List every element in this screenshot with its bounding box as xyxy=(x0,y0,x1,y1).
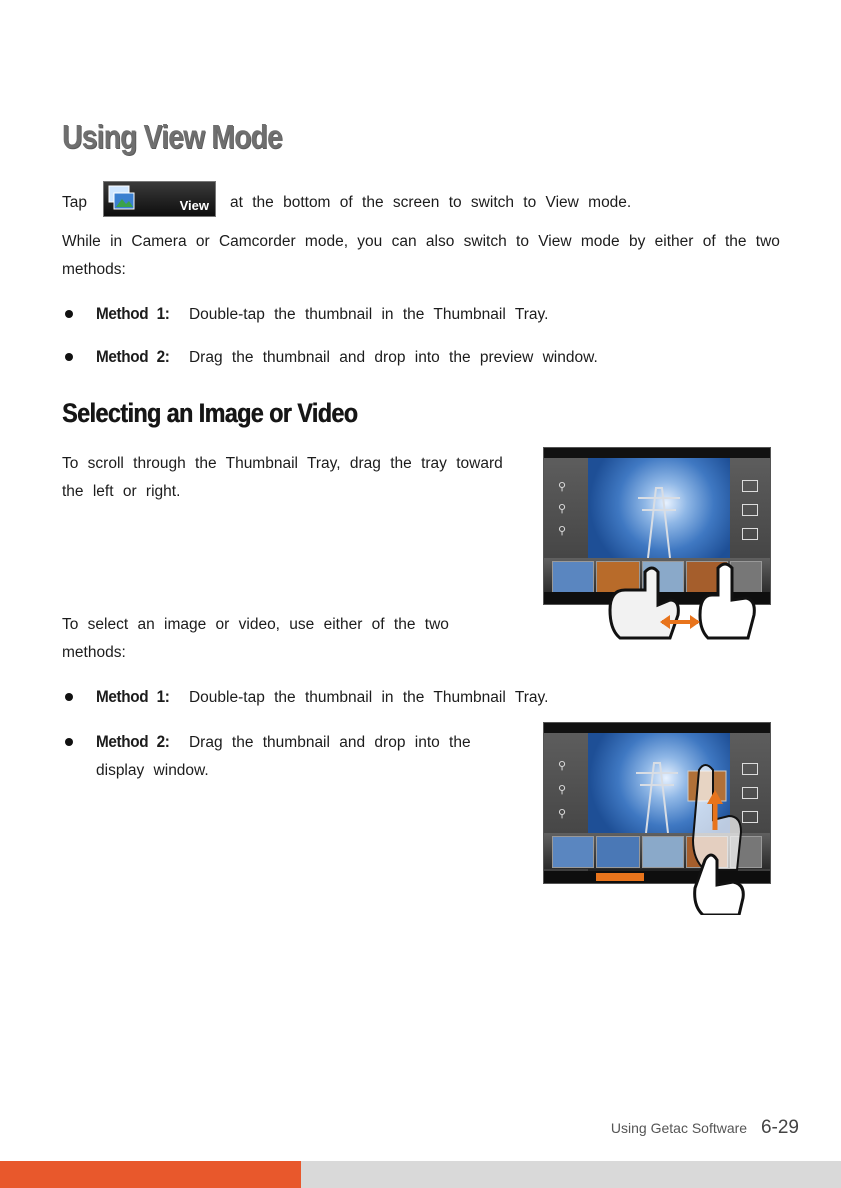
footer xyxy=(611,1117,799,1139)
photo-edit-icon xyxy=(742,504,758,516)
method-text: Double-tap the thumbnail in the Thumbnail Tray. xyxy=(188,689,549,706)
zoom-in-icon: ⚲ xyxy=(558,481,567,493)
preview-window xyxy=(588,458,730,558)
method-label: Method 2: xyxy=(96,732,170,751)
selected-thumbnail-indicator xyxy=(596,873,644,881)
view-mode-button[interactable] xyxy=(103,181,216,217)
intro-text-before: Tap xyxy=(62,194,87,211)
zoom-out-icon: ⚲ xyxy=(558,503,567,515)
method-text: Double-tap the thumbnail in the Thumbnail Tray. xyxy=(188,306,549,323)
select-instructions: To select an image or video, use either of the two methods: xyxy=(62,616,449,661)
thumbnail xyxy=(552,836,594,868)
method-text: Drag the thumbnail and drop into the preview window. xyxy=(188,349,598,366)
bullet xyxy=(65,353,73,361)
page-number: 6-29 xyxy=(760,1117,799,1138)
method-item xyxy=(96,728,516,785)
drag-gesture-icon xyxy=(600,560,760,640)
bullet xyxy=(65,693,73,701)
footer-accent-bar xyxy=(0,1161,301,1188)
view-button-label: View xyxy=(179,198,209,213)
thumbnail xyxy=(596,836,640,868)
photo-share-icon xyxy=(742,528,758,540)
drag-up-gesture-icon xyxy=(685,760,755,915)
zoom-in-icon: ⚲ xyxy=(558,760,567,772)
method-label: Method 2: xyxy=(96,347,170,366)
zoom-out-icon: ⚲ xyxy=(558,784,567,796)
gallery-icon xyxy=(108,185,136,213)
photo-icon xyxy=(742,480,758,492)
power-tower-image xyxy=(588,458,730,558)
footer-grey-bar xyxy=(301,1161,841,1188)
thumbnail xyxy=(642,836,684,868)
footer-section: Using Getac Software xyxy=(610,1120,748,1136)
page-title: Using View Mode xyxy=(62,118,282,155)
scroll-instructions: To scroll through the Thumbnail Tray, drag the tray toward the left or right. xyxy=(62,455,503,500)
method-label: Method 1: xyxy=(96,304,170,323)
method-label: Method 1: xyxy=(96,687,170,706)
status-bar xyxy=(544,723,770,733)
intro-text-after: at the bottom of the screen to switch to View mode. xyxy=(230,194,632,211)
method-text: Drag the thumbnail and drop into the display window. xyxy=(96,734,471,779)
bullet xyxy=(65,738,73,746)
method-item xyxy=(96,300,786,329)
section-title: Selecting an Image or Video xyxy=(62,398,358,428)
status-bar xyxy=(544,448,770,458)
thumbnail xyxy=(552,561,594,593)
method-item xyxy=(96,683,786,712)
zoom-fit-icon: ⚲ xyxy=(558,525,567,537)
zoom-fit-icon: ⚲ xyxy=(558,808,567,820)
bullet xyxy=(65,310,73,318)
paragraph-switch-methods: While in Camera or Camcorder mode, you can also switch to View mode by either of the two methods: xyxy=(62,233,780,278)
method-item xyxy=(96,343,786,372)
